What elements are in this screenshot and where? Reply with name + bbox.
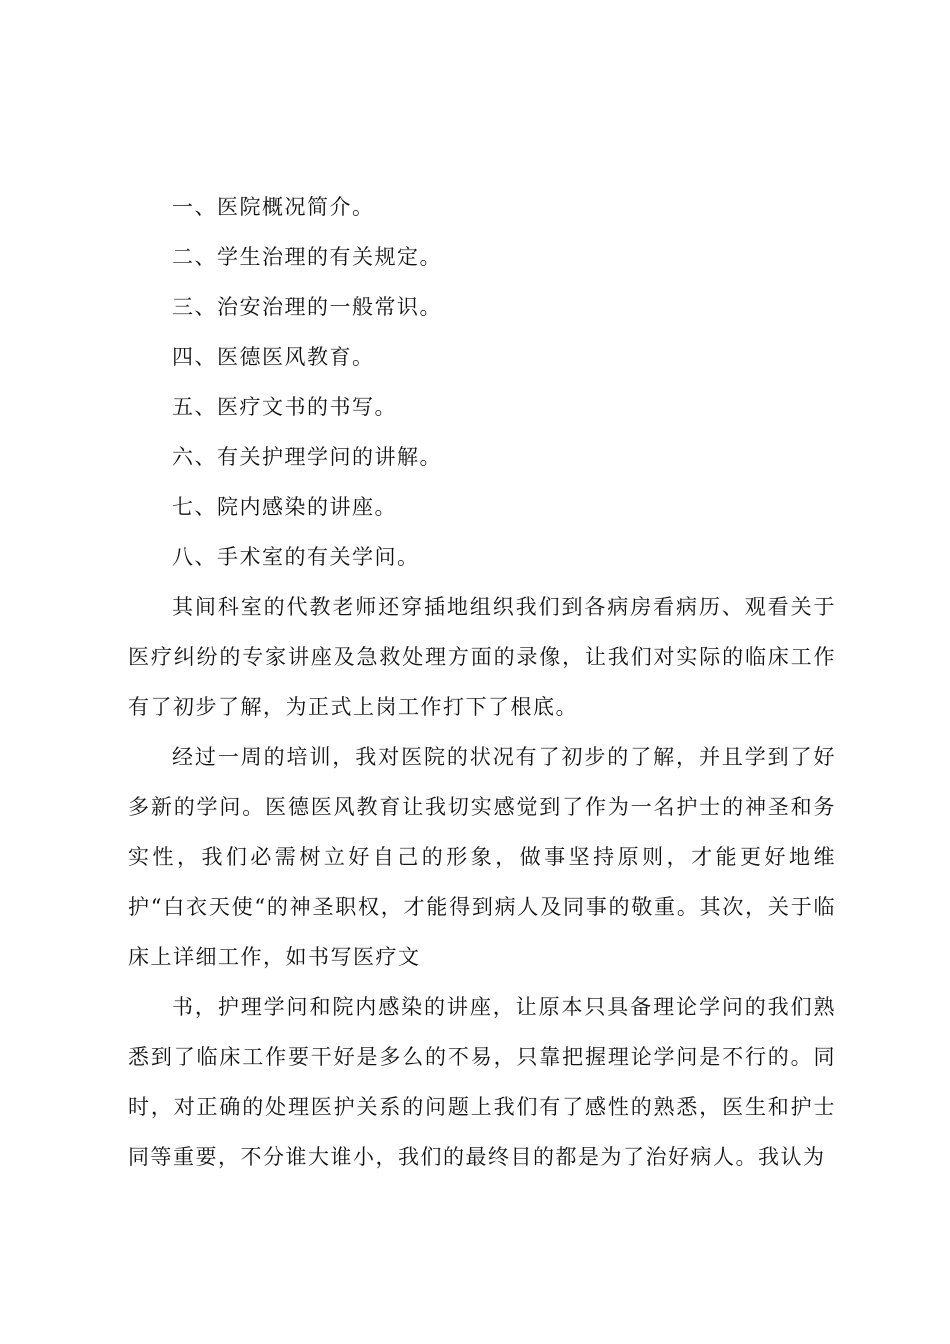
list-item: 三、治安治理的一般常识。: [172, 295, 442, 319]
list-item: 二、学生治理的有关规定。: [172, 245, 442, 269]
document-body: [128, 182, 836, 1182]
list-item: 一、医院概况简介。: [172, 195, 375, 219]
list-item: 五、医疗文书的书写。: [172, 395, 397, 419]
paragraph-training-summary: 经过一周的培训，我对医院的状况有了初步的了解，并且学到了好多新的学问。医德医风教育让我切实感觉到了作为一名护士的神圣和务实性，我们必需树立好自己的形象，做事坚持原则，才能更好地维护“白衣天使“的神圣职权，才能得到病人及同事的敬重。其次，关于临床上详细工作，如书写医疗文: [128, 745, 836, 969]
paragraph-activities: 其间科室的代教老师还穿插地组织我们到各病房看病历、观看关于医疗纠纷的专家讲座及急救处理方面的录像，让我们对实际的临床工作有了初步了解，为正式上岗工作打下了根底。: [128, 595, 836, 719]
paragraph-lectures: 书，护理学问和院内感染的讲座，让原本只具备理论学问的我们熟悉到了临床工作要干好是多么的不易，只靠把握理论学问是不行的。同时，对正确的处理医护关系的问题上我们有了感性的熟悉，医生和护士同等重要，不分谁大谁小，我们的最终目的都是为了治好病人。我认为: [128, 995, 836, 1169]
list-item: 四、医德医风教育。: [172, 345, 375, 369]
list-item: 六、有关护理学问的讲解。: [172, 445, 442, 469]
list-item: 八、手术室的有关学问。: [172, 545, 420, 569]
list-item: 七、院内感染的讲座。: [172, 495, 397, 519]
